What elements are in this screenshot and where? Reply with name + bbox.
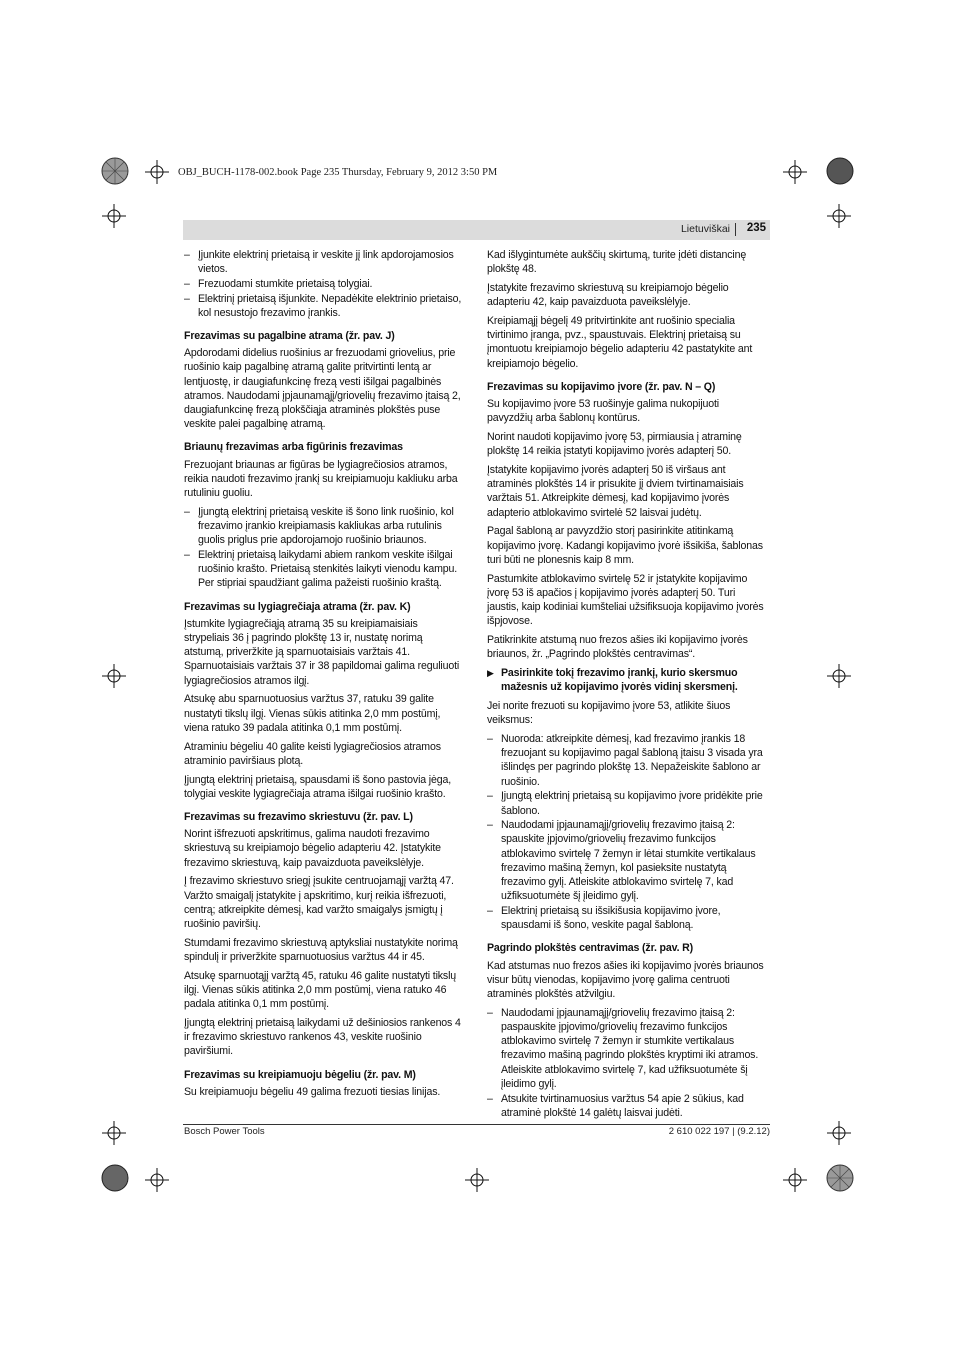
crosshair-mark-icon: [145, 160, 169, 184]
paragraph: Įstatykite frezavimo skriestuvą su kreipiamojo bėgelio adapteriu 42, kaip pavaizduota paveikslėlyje.: [487, 282, 729, 309]
paragraph: Atraminiu bėgeliu 40 galite keisti lygiagrečiosios atramos atraminio paviršiaus plotą.: [184, 740, 441, 767]
paragraph: Atsukę abu sparnuotuosius varžtus 37, ratuku 39 galite nustatyti tikslų ilgį. Vienas sūkis atitinka 2,0 mm postūmį, viena ratuko 39 padala atitinka 0,1 mm postūmį.: [184, 693, 441, 734]
paragraph: Pagal šabloną ar pavyzdžio storį pasirinkite atitinkamą kopijavimo įvorę. Kadangi kopijavimo įvorė išsikiša, šablonas turi būti ne plonesnis kaip 8 mm.: [487, 525, 763, 566]
paragraph: Įstatykite kopijavimo įvorės adapterį 50 iš viršaus ant atraminės plokštės 14 ir prisukite jį dviem tvirtinamaisiais varžtais 51. Atkreipkite dėmesį, kad kopijavimo įvorės adapterio atblokavimo svirtelė 52 laisvai judėtų.: [487, 464, 744, 519]
paragraph: Norint naudoti kopijavimo įvorę 53, pirmiausia į atraminę plokštę 14 reikia įstatyti kopijavimo įvorės adapterį 50.: [487, 431, 742, 458]
section-heading: Pagrindo plokštės centravimas (žr. pav. R): [487, 942, 694, 955]
crosshair-mark-icon: [145, 1168, 169, 1192]
registration-rosette-icon: [825, 156, 855, 186]
registration-rosette-icon: [100, 1163, 130, 1193]
centering-steps: [487, 1006, 767, 1120]
copy-sleeve-steps: [487, 732, 767, 932]
crosshair-mark-icon: [783, 160, 807, 184]
header-separator: [735, 223, 736, 236]
footer-brand: Bosch Power Tools: [184, 1126, 265, 1137]
paragraph: Atsukę sparnuotąjį varžtą 45, ratuku 46 galite nustatyti tikslų ilgį. Vienas sūkis atitinka 2,0 mm postūmį, viena ratuko 46 padala atitinka 0,1 mm postūmį.: [184, 969, 457, 1011]
page-header-bar: [183, 220, 770, 240]
paragraph: Kreipiamąjį bėgelį 49 pritvirtinkite ant ruošinio specialia tvirtinimo įranga, pvz., spaustuvais. Elektrinį prietaisą su įmontuotu kreipiamojo bėgelio adapteriu 42 pastatykite ant kreipiamojo bėgelio.: [487, 315, 753, 370]
crosshair-mark-icon: [465, 1168, 489, 1192]
crosshair-mark-icon: [102, 204, 126, 228]
print-job-header: OBJ_BUCH-1178-002.book Page 235 Thursday, February 9, 2012 3:50 PM: [178, 167, 498, 178]
paragraph: Įjungtą elektrinį prietaisą, spausdami iš šono pastovia jėga, tolygiai veskite lygiagrečiaja atrama išilgai ruošinio krašto.: [184, 773, 452, 800]
paragraph: Įstumkite lygiagrečiąją atramą 35 su kreipiamaisiais strypeliais 36 į pagrindo plokštę 13 ir, nustatę norimą atstumą, priveržkite ją sparnuotaisiais varžtais 41. Sparnuotaisiais varžtais 37 ir 38 papildomai galima reguliuoti lygiagrečiosios atramos ilgį.: [184, 617, 460, 687]
section-heading: Frezavimas su lygiagrečiaja atrama (žr. pav. K): [184, 600, 411, 613]
crosshair-mark-icon: [102, 664, 126, 688]
list-item: – Elektrinį prietaisą laikydami abiem rankom veskite išilgai ruošinio krašto. Prietaisą stenkitės laikyti vienodu kampu. Per stipriai spaudžiant galima pažeisti ruošinio kraštą.: [184, 548, 464, 591]
crosshair-mark-icon: [827, 664, 851, 688]
right-column: [487, 248, 767, 1125]
list-item: – Nuoroda: atkreipkite dėmesį, kad frezavimo įrankis 18 frezuojant su kopijavimo pagal šabloną įtaisu 3 visada yra išlindęs per pagrindo plokštę 13. Nepažeiskite šablono ar ruošinio.: [487, 732, 767, 789]
list-item: – Elektrinį prietaisą su išsikišusia kopijavimo įvore, spausdami iš šono, veskite pagal šabloną.: [487, 904, 767, 932]
list-item: – Frezuodami stumkite prietaisą tolygiai.: [184, 277, 464, 291]
intro-steps: [184, 248, 464, 320]
paragraph: Kad atstumas nuo frezos ašies iki kopijavimo įvorės briaunos visur būtų vienodas, kopijavimo įvorę galima centruoti atraminės plokštės atžvilgiu.: [487, 959, 764, 1000]
registration-rosette-icon: [100, 156, 130, 186]
section-heading: Frezavimas su kreipiamuoju bėgeliu (žr. pav. M): [184, 1068, 416, 1081]
section-heading: Briaunų frezavimas arba figūrinis frezavimas: [184, 441, 403, 454]
list-item: – Naudodami įpjaunamąjį/griovelių frezavimo įtaisą 2: spauskite įpjovimo/griovelių frezavimo funkcijos atblokavimo svirtelę 7 žemyn ir lėtai stumkite vertikalaus frezavimo mašiną žemyn, kol pasieksite nustatytą frezavimo gylį. Atleiskite atblokavimo svirtelę 7, kad užfiksuotumėte šį įleidimo gylį.: [487, 818, 767, 903]
paragraph: Jei norite frezuoti su kopijavimo įvore 53, atlikite šiuos veiksmus:: [487, 700, 731, 727]
paragraph: Patikrinkite atstumą nuo frezos ašies iki kopijavimo įvorės briaunos, žr. „Pagrindo plokštės centravimas“.: [487, 634, 748, 661]
crosshair-mark-icon: [827, 1121, 851, 1145]
registration-rosette-icon: [825, 1163, 855, 1193]
list-item: – Įjungtą elektrinį prietaisą su kopijavimo įvore pridėkite prie šablono.: [487, 789, 767, 817]
footer-doc-number: 2 610 022 197 | (9.2.12): [668, 1126, 770, 1137]
paragraph: Norint išfrezuoti apskritimus, galima naudoti frezavimo skriestuvą su kreipiamojo bėgelio adapteriu 42. Įstatykite frezavimo skriestuvą, kaip pavaizduota paveikslėlyje.: [184, 828, 441, 869]
paragraph: Su kreipiamuoju bėgeliu 49 galima frezuoti tiesias linijas.: [184, 1085, 441, 1098]
crosshair-mark-icon: [102, 1121, 126, 1145]
list-item: – Įjunkite elektrinį prietaisą ir veskite jį link apdorojamosios vietos.: [184, 248, 464, 276]
header-language: Lietuviškai: [680, 223, 730, 235]
crosshair-mark-icon: [783, 1168, 807, 1192]
list-item: – Įjungtą elektrinį prietaisą veskite iš šono link ruošinio, kol frezavimo įrankio kreipiamasis kakliukas arba rutulinis guolis priglus prie apdorojamojo ruošinio briaunos.: [184, 505, 464, 548]
paragraph: Į frezavimo skriestuvo sriegį įsukite centruojamąjį varžtą 47. Varžto smaigalį įstatykite į apskritimo, kurį reikia išfrezuoti, centrą; atkreipkite dėmesį, kad varžto smaigalys įsmigtų į ruošinio paviršių.: [184, 875, 454, 930]
list-item: – Elektrinį prietaisą išjunkite. Nepadėkite elektrinio prietaiso, kol nesustojo frezavimo įrankis.: [184, 292, 464, 320]
important-note: ▶ Pasirinkite tokį frezavimo įrankį, kurio skersmuo mažesnis už kopijavimo įvorės vidinį skersmenį.: [487, 666, 767, 694]
paragraph: Pastumkite atblokavimo svirtelę 52 ir įstatykite kopijavimo įvorę 53 iš apačios į kopijavimo įvorės adapterį 50. Turi jaustis, kaip kodiniai kumšteliai užsifiksuoja kopijavimo įvorės išpjovose.: [487, 572, 764, 628]
paragraph: Kad išlygintumėte aukščių skirtumą, turite įdėti distancinę plokštę 48.: [487, 249, 747, 276]
paragraph: Frezuojant briaunas ar figūras be lygiagrečiosios atramos, reikia naudoti frezavimo įrankį su kreipiamuoju kakliuku arba rutuliniu guoliu.: [184, 458, 458, 500]
section-heading: Frezavimas su pagalbine atrama (žr. pav. J): [184, 330, 395, 343]
edge-steps: [184, 505, 464, 591]
left-column: [184, 248, 464, 1104]
crosshair-mark-icon: [827, 204, 851, 228]
paragraph: Stumdami frezavimo skriestuvą aptyksliai nustatykite norimą spindulį ir priveržkite sparnuotuosius varžtus 44 ir 45.: [184, 936, 458, 963]
paragraph: Apdorodami didelius ruošinius ar frezuodami griovelius, prie ruošinio kaip pagalbinę atramą galite pritvirtinti lentą ar lentjuostę, ir daugiafunkcinę frezą vesti išilgai pagalbinės atramos. Naudodami įpjaunamąjį/griovelių frezavimo įtaisą 2, daugiafunkcinę frezą plokščiąja atraminės plokštės puse veskite palei pagalbinę atramą.: [184, 347, 461, 431]
section-heading: Frezavimas su kopijavimo įvore (žr. pav. N – Q): [487, 380, 716, 393]
paragraph: Įjungtą elektrinį prietaisą laikydami už dešiniosios rankenos 4 ir frezavimo skriestuvo rankenos 43, veskite ruošinio paviršiumi.: [184, 1017, 461, 1058]
list-item: – Atsukite tvirtinamuosius varžtus 54 apie 2 sūkius, kad atraminė plokštė 14 galėtų laisvai judėti.: [487, 1092, 767, 1120]
footer-rule: [183, 1124, 770, 1125]
page-number: 235: [746, 222, 766, 234]
paragraph: Su kopijavimo įvore 53 ruošinyje galima nukopijuoti pavyzdžių arba šablonų kontūrus.: [487, 398, 720, 425]
section-heading: Frezavimas su frezavimo skriestuvu (žr. pav. L): [184, 810, 413, 823]
list-item: – Naudodami įpjaunamąjį/griovelių frezavimo įtaisą 2: paspauskite įpjovimo/griovelių frezavimo funkcijos atblokavimo svirtelę 7 žemyn ir stumkite vertikalaus frezavimo mašiną pagrindo plokštės kryptimi iki atramos. Atleiskite atblokavimo svirtelę 7, kad užfiksuotumėte šį įleidimo gylį.: [487, 1006, 767, 1091]
